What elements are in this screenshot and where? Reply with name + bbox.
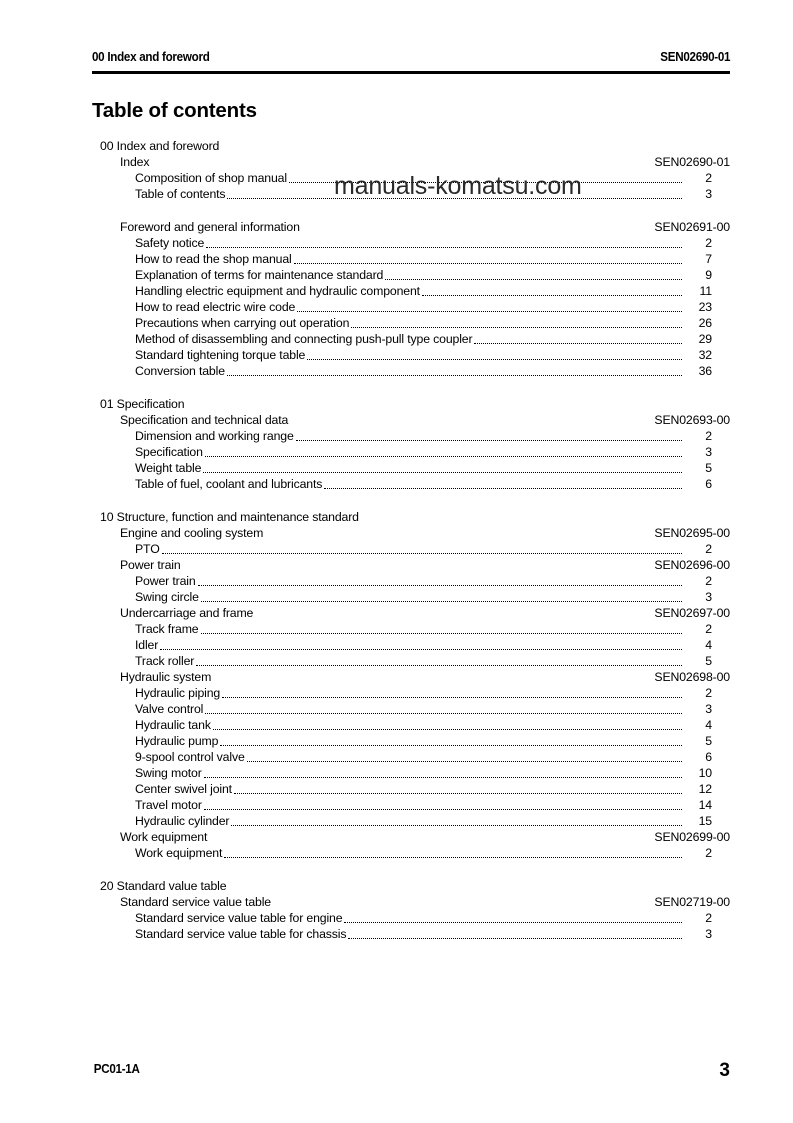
page-title: Table of contents: [92, 99, 257, 122]
toc-entry-page-number: 4: [705, 638, 712, 652]
toc-entry-label: Standard tightening torque table: [135, 348, 306, 362]
toc-row[interactable]: [92, 331, 732, 347]
toc-row[interactable]: [92, 428, 732, 444]
toc-row[interactable]: [92, 605, 732, 621]
toc-row[interactable]: [92, 573, 732, 589]
toc-entry-label: Center swivel joint: [135, 782, 232, 796]
toc-row[interactable]: [92, 669, 732, 685]
toc-entry-document-code: SEN02699-00: [654, 830, 730, 844]
dot-leader: [344, 922, 682, 923]
dot-leader: [201, 601, 682, 602]
toc-entry-label: Method of disassembling and connecting push-pull type coupler: [135, 332, 473, 346]
toc-entry-page-number: 3: [705, 590, 712, 604]
toc-row[interactable]: [92, 347, 732, 363]
toc-entry-page-number: 36: [698, 364, 712, 378]
toc-entry-label: Conversion table: [135, 364, 225, 378]
toc-row[interactable]: [92, 509, 732, 525]
dot-leader: [247, 761, 682, 762]
toc-row[interactable]: [92, 637, 732, 653]
toc-row[interactable]: [92, 878, 732, 894]
toc-entry-label: Dimension and working range: [135, 429, 294, 443]
toc-row[interactable]: [92, 749, 732, 765]
toc-entry-document-code: SEN02693-00: [654, 413, 730, 427]
header-document-code: SEN02690-01: [660, 50, 730, 64]
toc-entry-label: Power train: [120, 558, 181, 572]
dot-leader: [203, 472, 682, 473]
toc-row[interactable]: [92, 733, 732, 749]
toc-entry-page-number: 9: [705, 268, 712, 282]
toc-row[interactable]: [92, 765, 732, 781]
dot-leader: [224, 857, 682, 858]
toc-entry-label: Hydraulic system: [120, 670, 212, 684]
footer-page-number: 3: [719, 1060, 730, 1081]
dot-leader: [204, 777, 682, 778]
dot-leader: [296, 440, 682, 441]
toc-row[interactable]: [92, 460, 732, 476]
toc-entry-label: Power train: [135, 574, 196, 588]
toc-entry-page-number: 2: [705, 622, 712, 636]
toc-entry-page-number: 2: [705, 911, 712, 925]
toc-row[interactable]: [92, 894, 732, 910]
toc-entry-label: Standard service value table: [120, 895, 271, 909]
toc-entry-label: Valve control: [135, 702, 204, 716]
toc-row[interactable]: [92, 653, 732, 669]
toc-entry-label: Explanation of terms for maintenance standard: [135, 268, 384, 282]
toc-row[interactable]: [92, 235, 732, 251]
toc-entry-page-number: 12: [698, 782, 712, 796]
dot-leader: [297, 311, 682, 312]
toc-entry-page-number: 5: [705, 654, 712, 668]
dot-leader: [162, 553, 682, 554]
toc-entry-label: Index: [120, 155, 150, 169]
watermark-text: manuals-komatsu.com: [334, 172, 582, 200]
toc-entry-label: Track roller: [135, 654, 195, 668]
toc-entry-label: Foreword and general information: [120, 220, 300, 234]
toc-entry-label: Specification: [135, 445, 203, 459]
dot-leader: [160, 649, 682, 650]
toc-entry-label: Swing circle: [135, 590, 199, 604]
toc-entry-document-code: SEN02697-00: [654, 606, 730, 620]
toc-entry-page-number: 32: [698, 348, 712, 362]
toc-entry-document-code: SEN02698-00: [654, 670, 730, 684]
toc-entry-page-number: 6: [705, 750, 712, 764]
dot-leader: [234, 793, 682, 794]
toc-entry-label: Hydraulic piping: [135, 686, 221, 700]
toc-entry-label: Undercarriage and frame: [120, 606, 254, 620]
toc-row[interactable]: [92, 283, 732, 299]
toc-entry-label: Track frame: [135, 622, 199, 636]
toc-entry-label: Idler: [135, 638, 159, 652]
toc-entry-page-number: 11: [699, 284, 712, 298]
toc-entry-label: 9-spool control valve: [135, 750, 245, 764]
toc-entry-page-number: 15: [698, 814, 712, 828]
toc-entry-label: Standard service value table for chassis: [135, 927, 347, 941]
toc-row[interactable]: [92, 845, 732, 861]
toc-row[interactable]: [92, 170, 732, 186]
dot-leader: [227, 375, 682, 376]
dot-leader: [220, 745, 682, 746]
toc-row[interactable]: [92, 186, 732, 202]
toc-row[interactable]: [92, 138, 732, 154]
toc-row[interactable]: [92, 829, 732, 845]
toc-entry-page-number: 3: [705, 187, 712, 201]
dot-leader: [206, 247, 682, 248]
toc-entry-page-number: 14: [698, 798, 712, 812]
toc-entry-label: How to read the shop manual: [135, 252, 292, 266]
toc-entry-page-number: 3: [705, 702, 712, 716]
toc-row[interactable]: [92, 621, 732, 637]
toc-entry-label: Hydraulic tank: [135, 718, 211, 732]
toc-entry-page-number: 5: [705, 461, 712, 475]
toc-entry-page-number: 2: [705, 574, 712, 588]
toc-entry-page-number: 2: [705, 171, 712, 185]
toc-row[interactable]: [92, 701, 732, 717]
toc-entry-label: Swing motor: [135, 766, 202, 780]
toc-entry-page-number: 2: [705, 429, 712, 443]
page-footer: [92, 1058, 730, 1081]
dot-leader: [289, 182, 682, 183]
toc-row[interactable]: [92, 781, 732, 797]
toc-entry-page-number: 5: [705, 734, 712, 748]
toc-entry-label: Work equipment: [120, 830, 208, 844]
dot-leader: [204, 809, 682, 810]
toc-entry-page-number: 10: [698, 766, 712, 780]
dot-leader: [205, 713, 682, 714]
dot-leader: [351, 327, 682, 328]
toc-entry-label: Composition of shop manual: [135, 171, 287, 185]
toc-row[interactable]: [92, 154, 732, 170]
toc-entry-label: Table of fuel, coolant and lubricants: [135, 477, 323, 491]
toc-entry-page-number: 29: [698, 332, 712, 346]
dot-leader: [294, 263, 682, 264]
toc-entry-document-code: SEN02690-01: [654, 155, 730, 169]
dot-leader: [205, 456, 682, 457]
toc-row[interactable]: [92, 926, 732, 942]
toc-entry-page-number: 4: [705, 718, 712, 732]
toc-row[interactable]: [92, 557, 732, 573]
toc-entry-label: Hydraulic pump: [135, 734, 219, 748]
toc-entry-label: 01 Specification: [100, 397, 185, 411]
dot-leader: [324, 488, 682, 489]
toc-entry-label: PTO: [135, 542, 160, 556]
toc-row[interactable]: [92, 315, 732, 331]
dot-leader: [222, 697, 682, 698]
toc-entry-page-number: 2: [705, 542, 712, 556]
dot-leader: [474, 343, 682, 344]
toc-entry-page-number: 3: [705, 445, 712, 459]
toc-row[interactable]: [92, 717, 732, 733]
toc-entry-label: Table of contents: [135, 187, 226, 201]
toc-entry-label: Weight table: [135, 461, 202, 475]
toc-row[interactable]: [92, 444, 732, 460]
toc-entry-label: 20 Standard value table: [100, 879, 227, 893]
dot-leader: [201, 633, 683, 634]
toc-row[interactable]: [92, 219, 732, 235]
dot-leader: [196, 665, 682, 666]
toc-entry-document-code: SEN02695-00: [654, 526, 730, 540]
toc-row[interactable]: [92, 685, 732, 701]
toc-entry-label: Work equipment: [135, 846, 223, 860]
dot-leader: [227, 198, 682, 199]
toc-entry-page-number: 23: [698, 300, 712, 314]
toc-row[interactable]: [92, 813, 732, 829]
table-of-contents: [92, 138, 732, 942]
footer-model-code: PC01-1A: [93, 1062, 140, 1076]
toc-entry-label: Specification and technical data: [120, 413, 289, 427]
toc-row[interactable]: [92, 476, 732, 492]
toc-row[interactable]: [92, 396, 732, 412]
dot-leader: [385, 279, 682, 280]
toc-row[interactable]: [92, 412, 732, 428]
toc-entry-page-number: 2: [705, 846, 712, 860]
toc-entry-page-number: 26: [698, 316, 712, 330]
toc-entry-page-number: 3: [705, 927, 712, 941]
toc-row[interactable]: [92, 299, 732, 315]
dot-leader: [198, 585, 682, 586]
toc-entry-page-number: 6: [705, 477, 712, 491]
toc-row[interactable]: [92, 797, 732, 813]
toc-entry-label: How to read electric wire code: [135, 300, 296, 314]
toc-entry-label: Safety notice: [135, 236, 205, 250]
toc-row[interactable]: [92, 910, 732, 926]
toc-entry-page-number: 7: [705, 252, 712, 266]
toc-row[interactable]: [92, 267, 732, 283]
toc-entry-label: Engine and cooling system: [120, 526, 264, 540]
toc-row[interactable]: [92, 525, 732, 541]
page-header: [92, 50, 730, 64]
dot-leader: [307, 359, 682, 360]
toc-entry-label: Travel motor: [135, 798, 202, 812]
dot-leader: [348, 938, 682, 939]
toc-entry-label: Precautions when carrying out operation: [135, 316, 350, 330]
toc-row[interactable]: [92, 541, 732, 557]
toc-entry-label: Standard service value table for engine: [135, 911, 343, 925]
toc-row[interactable]: [92, 363, 732, 379]
toc-entry-label: Handling electric equipment and hydraulic component: [135, 284, 420, 298]
toc-entry-page-number: 2: [705, 236, 712, 250]
header-section-title: 00 Index and foreword: [92, 50, 210, 64]
toc-entry-document-code: SEN02691-00: [654, 220, 730, 234]
toc-row[interactable]: [92, 589, 732, 605]
dot-leader: [231, 825, 682, 826]
toc-entry-document-code: SEN02719-00: [654, 895, 730, 909]
toc-entry-label: 00 Index and foreword: [100, 139, 220, 153]
toc-entry-document-code: SEN02696-00: [654, 558, 730, 572]
toc-row[interactable]: [92, 251, 732, 267]
toc-entry-page-number: 2: [705, 686, 712, 700]
dot-leader: [213, 729, 682, 730]
toc-entry-label: 10 Structure, function and maintenance standard: [100, 510, 359, 524]
dot-leader: [422, 295, 682, 296]
header-rule: [92, 71, 730, 74]
toc-entry-label: Hydraulic cylinder: [135, 814, 230, 828]
